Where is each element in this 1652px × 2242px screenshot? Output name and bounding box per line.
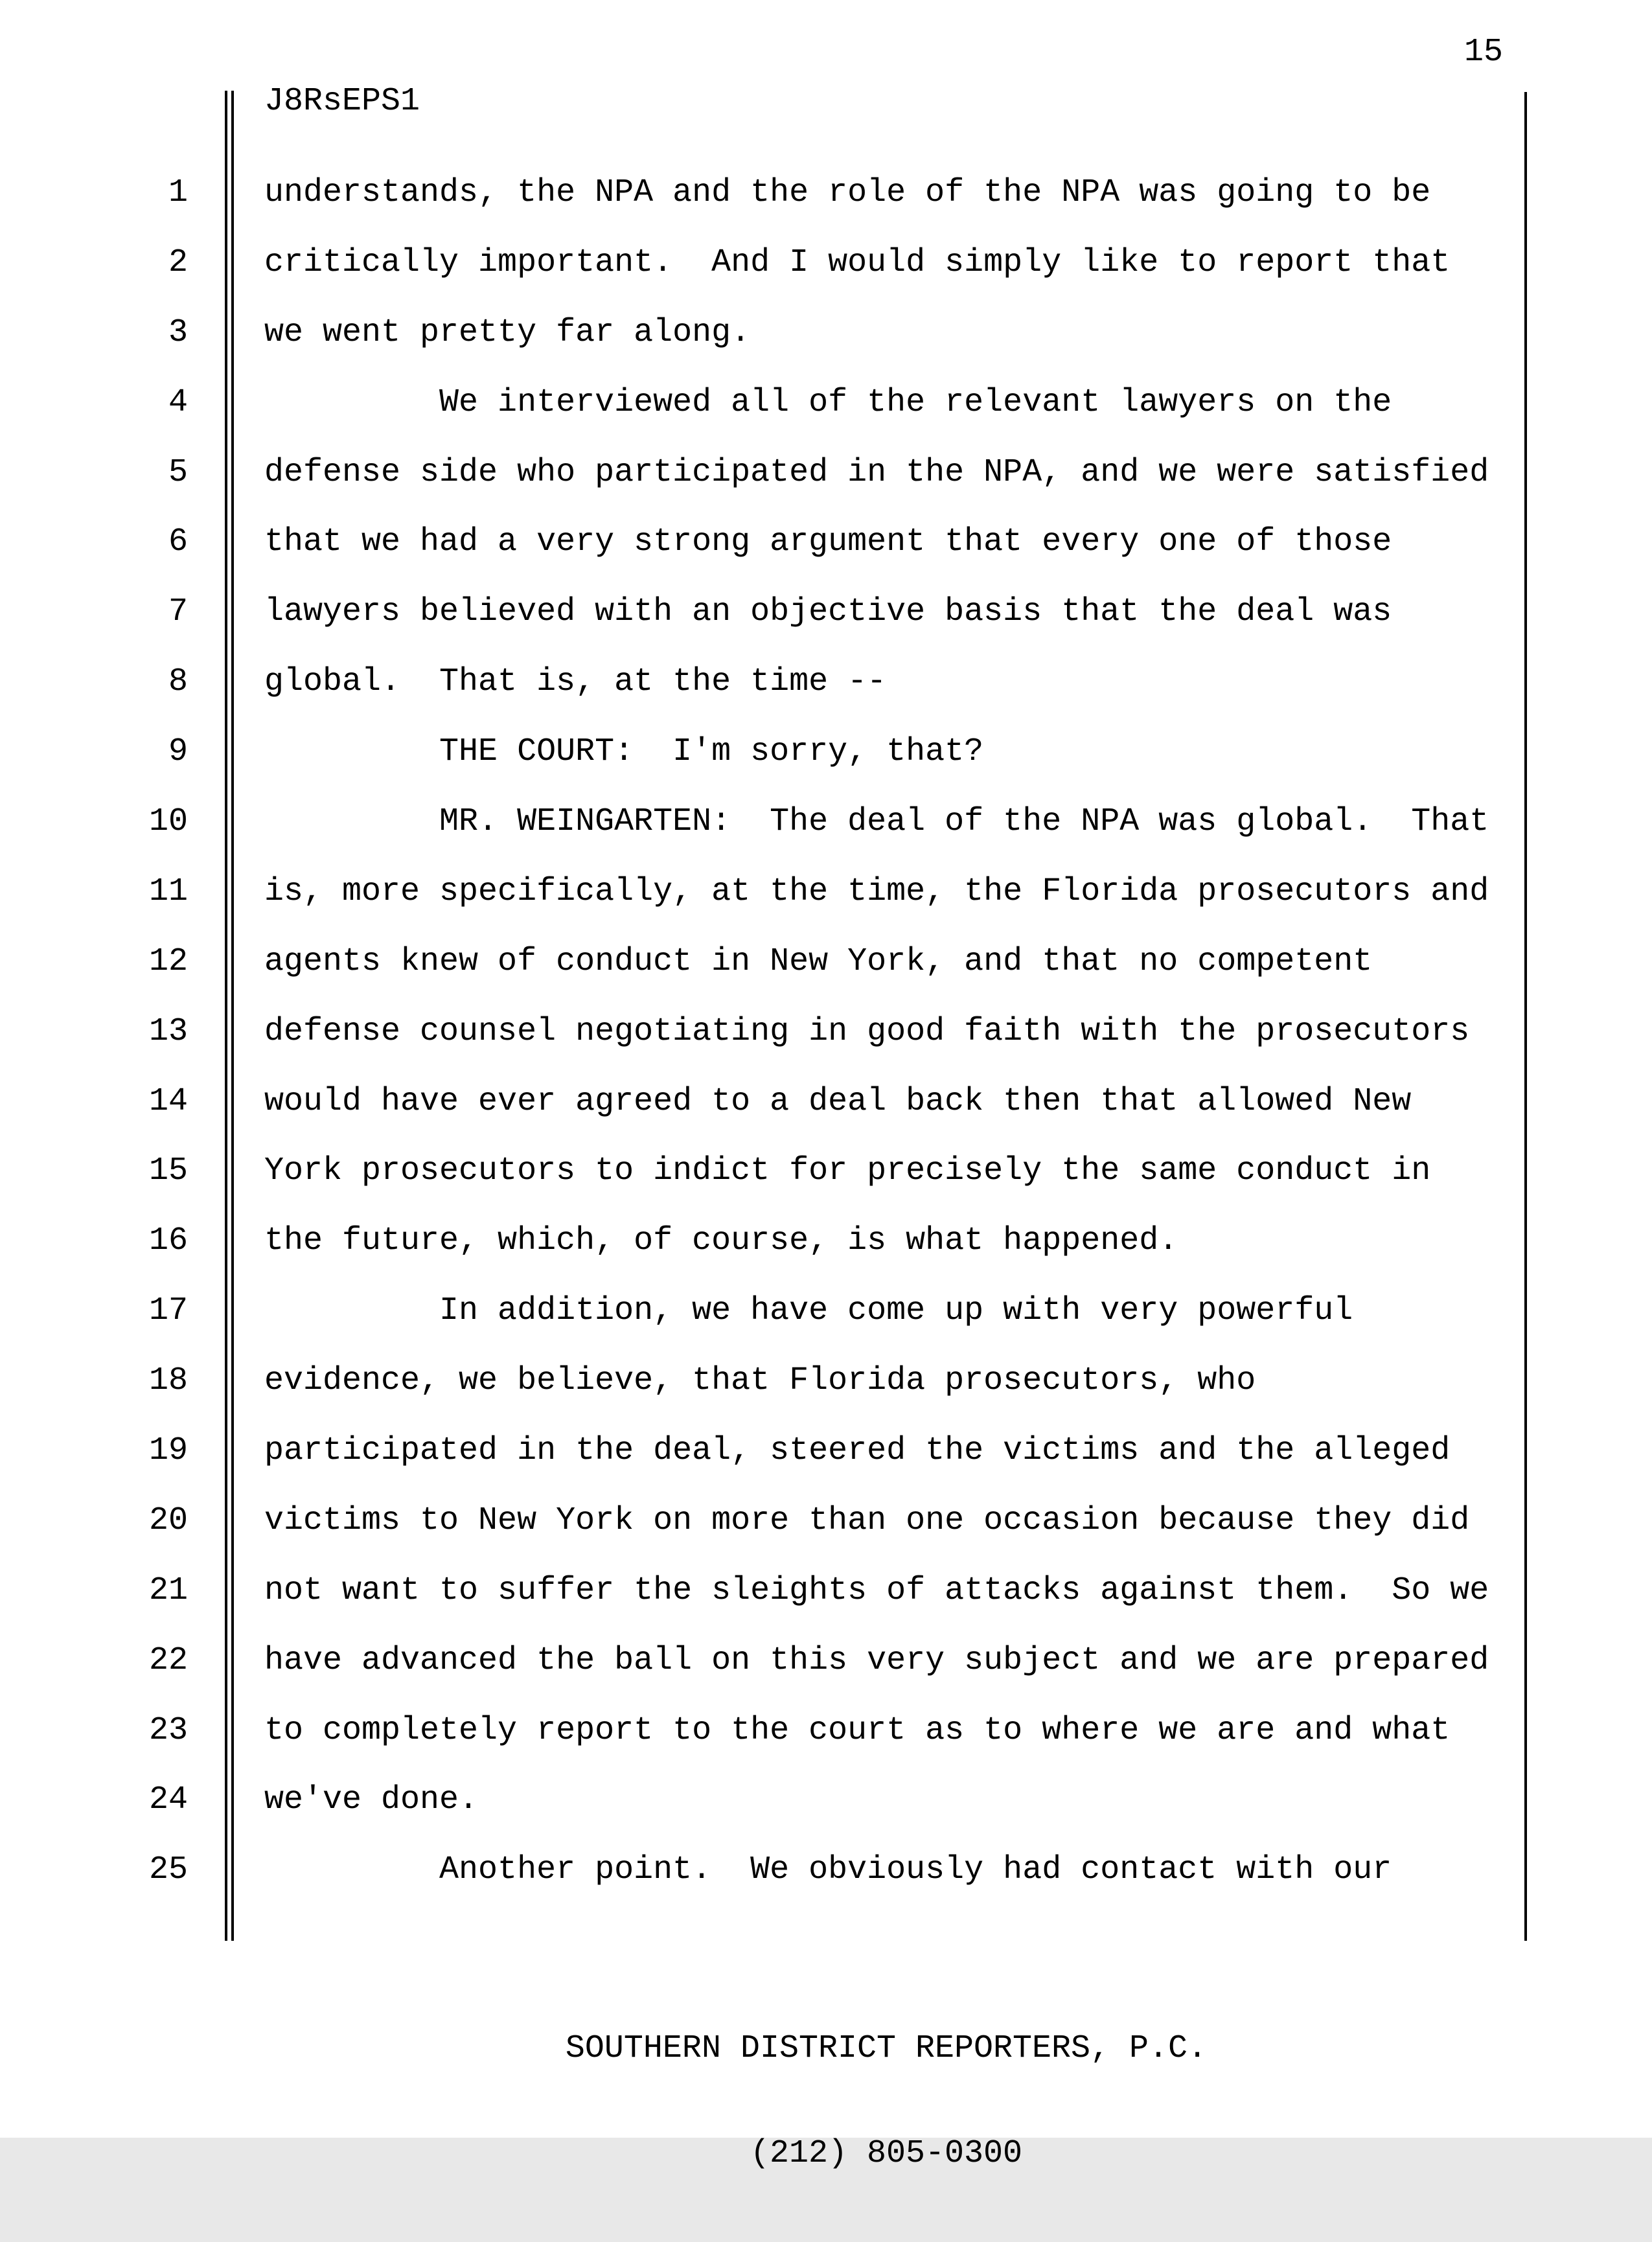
transcript-line-text: In addition, we have come up with very powerful [264,1292,1353,1330]
transcript-line [97,158,1522,228]
line-number: 22 [148,1641,188,1679]
footer [264,1962,1508,2241]
transcript-line-text: defense side who participated in the NPA, and we were satisfied [264,453,1489,491]
transcript-line-text: participated in the deal, steered the victims and the alleged [264,1432,1451,1470]
line-number: 8 [168,663,188,701]
line-number: 9 [168,733,188,771]
transcript-line [97,1067,1522,1137]
line-number: 23 [148,1711,188,1749]
line-number: 3 [168,314,188,351]
line-number: 19 [148,1432,188,1470]
transcript-line-text: agents knew of conduct in New York, and that no competent [264,943,1373,980]
line-number: 21 [148,1572,188,1609]
transcript-line [97,368,1522,438]
transcript-line-text: York prosecutors to indict for precisely the same conduct in [264,1152,1431,1190]
footer-reporter-org: SOUTHERN DISTRICT REPORTERS, P.C. [565,2030,1208,2067]
transcript-line [97,1696,1522,1766]
transcript-line [97,927,1522,997]
line-number: 13 [148,1012,188,1050]
transcript-line [97,507,1522,577]
transcript-line [97,997,1522,1067]
transcript-line-text: global. That is, at the time -- [264,663,887,701]
transcript-line-text: THE COURT: I'm sorry, that? [264,733,984,771]
transcript-line [97,1276,1522,1346]
transcript-line [97,1136,1522,1206]
right-margin-rule [1524,92,1527,1941]
line-number: 15 [148,1152,188,1190]
transcript-line-text: defense counsel negotiating in good faith with the prosecutors [264,1012,1470,1050]
line-number: 16 [148,1222,188,1260]
transcript-line-text: victims to New York on more than one occasion because they did [264,1502,1470,1539]
line-number: 14 [148,1082,188,1120]
line-number: 11 [148,873,188,910]
line-number: 12 [148,943,188,980]
line-number: 18 [148,1362,188,1400]
transcript-line [97,647,1522,717]
transcript-line [97,438,1522,508]
transcript-line [97,577,1522,647]
transcript-line-text: Another point. We obviously had contact with our [264,1851,1392,1889]
transcript-line-text: to completely report to the court as to where we are and what [264,1711,1451,1749]
transcript-session-id: J8RsEPS1 [264,83,420,120]
transcript-line [97,298,1522,368]
transcript-line [97,1556,1522,1626]
transcript-line-text: we went pretty far along. [264,314,751,351]
line-number: 1 [168,174,188,211]
transcript-line [97,1416,1522,1486]
transcript-line-text: is, more specifically, at the time, the Florida prosecutors and [264,873,1489,910]
line-number: 25 [148,1851,188,1889]
line-number: 17 [148,1292,188,1330]
transcript-line-text: that we had a very strong argument that every one of those [264,523,1392,561]
transcript-line [97,1835,1522,1905]
transcript-line [97,857,1522,927]
transcript-line-text: the future, which, of course, is what happened. [264,1222,1178,1260]
transcript-line-text: have advanced the ball on this very subject and we are prepared [264,1641,1489,1679]
footer-reporter-phone: (212) 805-0300 [750,2135,1023,2172]
transcript-line-text: not want to suffer the sleights of attacks against them. So we [264,1572,1489,1609]
transcript-body [97,158,1522,1905]
transcript-line-text: would have ever agreed to a deal back then that allowed New [264,1082,1412,1120]
transcript-line-text: lawyers believed with an objective basis that the deal was [264,593,1392,631]
transcript-line [97,717,1522,787]
transcript-line [97,1626,1522,1696]
transcript-line [97,1765,1522,1835]
page-number: 15 [1463,34,1503,71]
line-number: 2 [168,244,188,281]
transcript-line [97,1346,1522,1416]
line-number: 6 [168,523,188,561]
transcript-line [97,1206,1522,1276]
line-number: 4 [168,383,188,421]
transcript-line-text: understands, the NPA and the role of the NPA was going to be [264,174,1431,211]
line-number: 5 [168,453,188,491]
line-number: 10 [148,803,188,841]
transcript-line [97,1486,1522,1556]
transcript-line-text: critically important. And I would simply like to report that [264,244,1451,281]
line-number: 20 [148,1502,188,1539]
transcript-line [97,787,1522,857]
transcript-line [97,228,1522,298]
transcript-line-text: MR. WEINGARTEN: The deal of the NPA was global. That [264,803,1489,841]
transcript-line-text: evidence, we believe, that Florida prosecutors, who [264,1362,1256,1400]
line-number: 24 [148,1781,188,1819]
transcript-line-text: We interviewed all of the relevant lawyers on the [264,383,1392,421]
transcript-line-text: we've done. [264,1781,479,1819]
line-number: 7 [168,593,188,631]
